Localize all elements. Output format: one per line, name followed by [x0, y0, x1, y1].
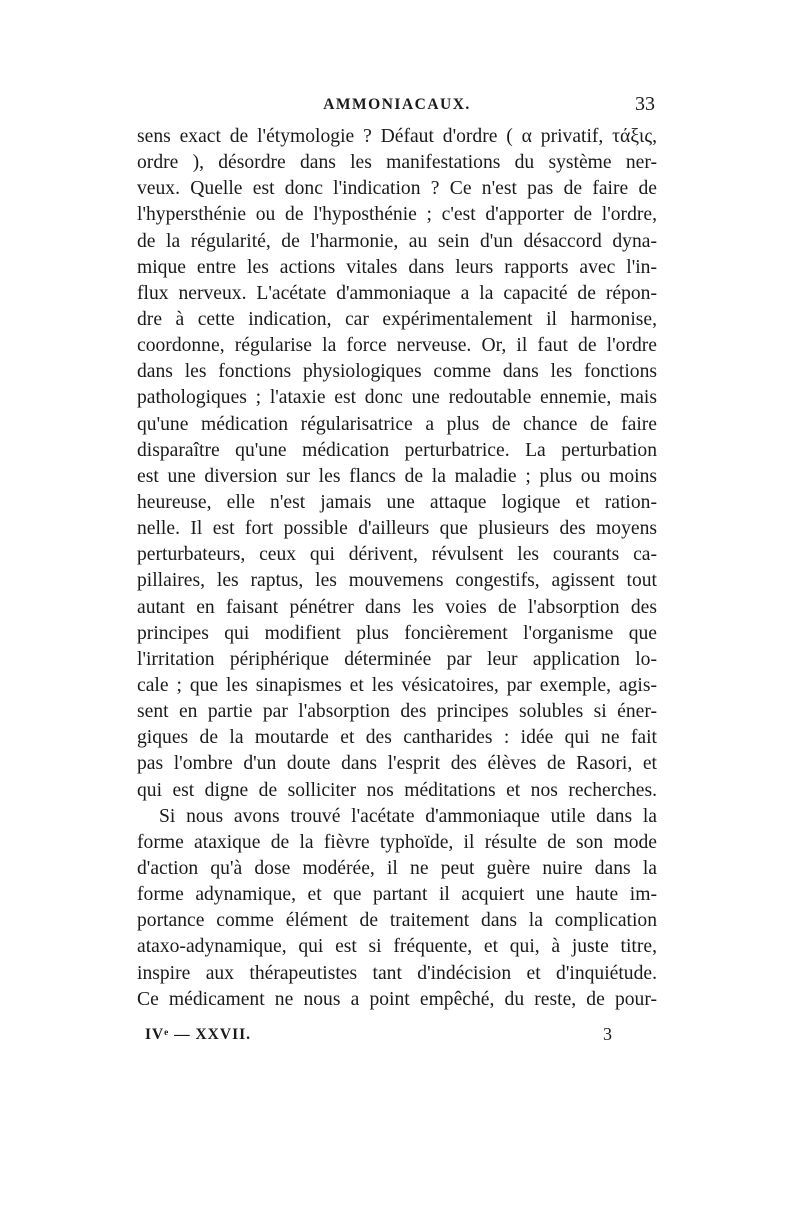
signature-line: [137, 1026, 657, 1050]
text-line: mique entre les actions vitales dans leurs rapports avec l'in-: [137, 256, 657, 278]
text-line: coordonne, régularise la force nerveuse. Or, il faut de l'ordre: [137, 335, 657, 357]
page-number: 33: [635, 93, 655, 115]
text-line: dans les fonctions physiologiques comme dans les fonctions: [137, 361, 657, 383]
text-line: qui est digne de solliciter nos méditations et nos recherches.: [137, 779, 657, 801]
text-line: heureuse, elle n'est jamais une attaque logique et ration-: [137, 491, 657, 513]
text-line: pillaires, les raptus, les mouvemens congestifs, agissent tout: [137, 570, 657, 592]
text-line: sent en partie par l'absorption des principes solubles si éner-: [137, 701, 657, 723]
text-line: nelle. Il est fort possible d'ailleurs que plusieurs des moyens: [137, 518, 657, 540]
text-line: perturbateurs, ceux qui dérivent, révulsent les courants ca-: [137, 544, 657, 566]
text-line: flux nerveux. L'acétate d'ammoniaque a la capacité de répon-: [137, 282, 657, 304]
running-head: [137, 93, 657, 122]
text-line: est une diversion sur les flancs de la maladie ; plus ou moins: [137, 465, 657, 487]
text-line: sens exact de l'étymologie ? Défaut d'ordre ( α privatif, τάξις,: [137, 126, 657, 147]
text-line: principes qui modifient plus foncièrement l'organisme que: [137, 622, 657, 644]
text-line: inspire aux thérapeutistes tant d'indécision et d'inquiétude.: [137, 962, 657, 984]
text-line: disparaître qu'une médication perturbatrice. La perturbation: [137, 439, 657, 461]
text-line: autant en faisant pénétrer dans les voies de l'absorption des: [137, 596, 657, 618]
text-line: qu'une médication régularisatrice a plus de chance de faire: [137, 413, 657, 435]
text-line: l'irritation périphérique déterminée par leur application lo-: [137, 648, 657, 670]
body-text: [137, 124, 657, 1013]
paragraph-first-line: Si nous avons trouvé l'acétate d'ammoniaque utile dans la: [159, 805, 657, 827]
signature-number: 3: [603, 1024, 612, 1044]
text-line: de la régularité, de l'harmonie, au sein d'un désaccord dyna-: [137, 230, 657, 252]
text-line: ordre ), désordre dans les manifestations du système ner-: [137, 152, 657, 174]
text-line: pathologiques ; l'ataxie est donc une redoutable ennemie, mais: [137, 387, 657, 409]
text-line: pas l'ombre d'un doute dans l'esprit des élèves de Rasori, et: [137, 753, 657, 775]
text-line: veux. Quelle est donc l'indication ? Ce n'est pas de faire de: [137, 178, 657, 200]
text-line: l'hypersthénie ou de l'hyposthénie ; c'est d'apporter de l'ordre,: [137, 204, 657, 226]
text-line: Ce médicament ne nous a point empêché, du reste, de pour-: [137, 988, 657, 1010]
signature-mark: IVᵉ — XXVII.: [145, 1026, 252, 1043]
text-line: portance comme élément de traitement dans la complication: [137, 910, 657, 932]
text-line: dre à cette indication, car expérimentalement il harmonise,: [137, 308, 657, 330]
running-title: AMMONIACAUX.: [323, 96, 471, 113]
text-line: ataxo-adynamique, qui est si fréquente, et qui, à juste titre,: [137, 936, 657, 958]
text-line: d'action qu'à dose modérée, il ne peut guère nuire dans la: [137, 857, 657, 879]
text-line: forme ataxique de la fièvre typhoïde, il résulte de son mode: [137, 831, 657, 853]
text-line: forme adynamique, et que partant il acquiert une haute im-: [137, 884, 657, 906]
text-line: giques de la moutarde et des cantharides : idée qui ne fait: [137, 727, 657, 749]
text-line: cale ; que les sinapismes et les vésicatoires, par exemple, agis-: [137, 674, 657, 696]
